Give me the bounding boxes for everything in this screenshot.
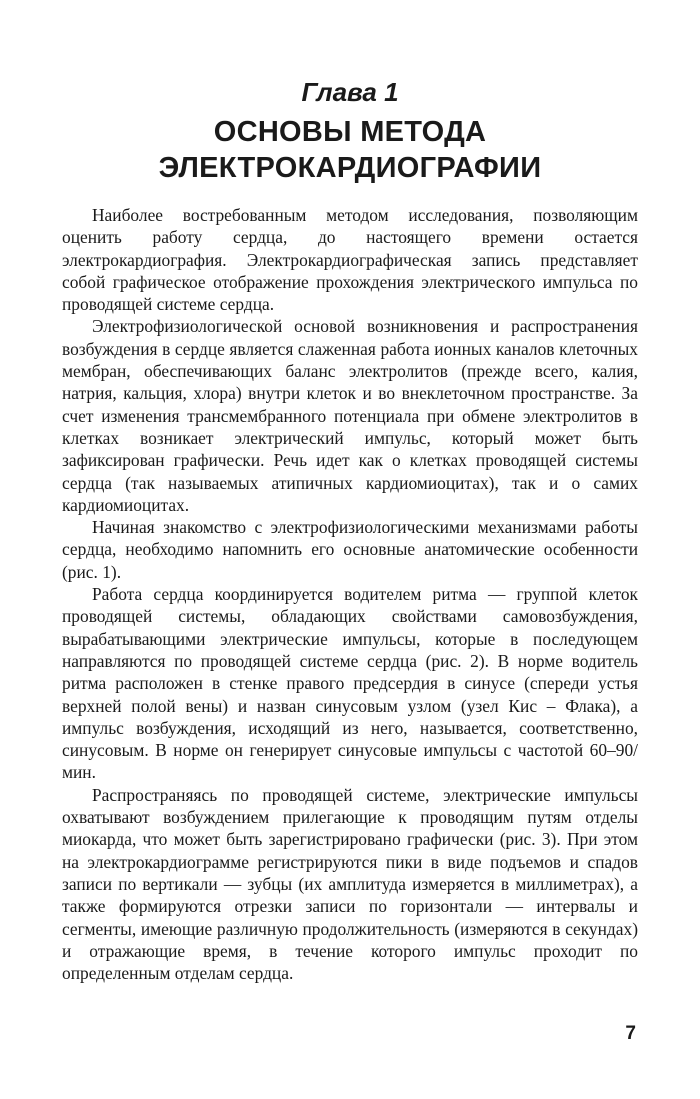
chapter-title-line-2: ЭЛЕКТРОКАРДИОГРАФИИ [158, 152, 542, 184]
page-number: 7 [625, 1023, 636, 1044]
chapter-title-line-1: ОСНОВЫ МЕТОДА [213, 116, 487, 148]
chapter-label: Глава 1 [301, 77, 399, 107]
paragraph-4: Работа сердца координируется водителем ритма — группой клеток проводящей системы, обладающих свойствами самовозбуждения, вырабатывающими электрические импульсы, которые в последующем направляются по проводящей системе сердца (рис. 2). В норме водитель ритма расположен в стенке правого предсердия в синусе (спереди устья верхней полой вены) и назван синусовым узлом (узел Кис – Флака), а импульс возбуждения, исходящий из него, называется, соответственно, синусовым. В норме он генерирует синусовые импульсы с частотой 60–90/мин. [62, 584, 638, 783]
paragraph-2: Электрофизиологической основой возникновения и распространения возбуждения в сердце является слаженная работа ионных каналов клеточных мембран, обеспечивающих баланс электролитов (прежде всего, калия, натрия, кальция, хлора) внутри клеток и во внеклеточном пространстве. За счет изменения трансмембранного потенциала при обмене электролитов в клетках возникает электрический импульс, который может быть зафиксирован графически. Речь идет как о клетках проводящей системы сердца (так называемых атипичных кардиомиоцитах), так и о самих кардиомиоцитах. [62, 316, 638, 515]
paragraph-5: Распространяясь по проводящей системе, электрические импульсы охватывают возбуждением прилегающие к проводящим путям отделы миокарда, что может быть зарегистрировано графически (рис. 3). При этом на электрокардиограмме регистрируются пики в виде подъемов и спадов записи по вертикали — зубцы (их амплитуда измеряется в миллиметрах), а также формируются отрезки записи по горизонтали — интервалы и сегменты, имеющие различную продолжительность (измеряются в секундах) и отражающие время, в течение которого импульс проходит по определенным отделам сердца. [62, 784, 638, 984]
body-text [62, 204, 638, 984]
chapter-title [62, 114, 638, 186]
paragraph-3: Начиная знакомство с электрофизиологическими механизмами работы сердца, необходимо напомнить его основные анатомические особенности (рис. 1). [62, 517, 638, 582]
paragraph-1: Наиболее востребованным методом исследования, позволяющим оценить работу сердца, до настоящего времени остается электрокардиография. Электрокардиографическая запись представляет собой графическое отображение прохождения электрического импульса по проводящей системе сердца. [62, 205, 638, 315]
